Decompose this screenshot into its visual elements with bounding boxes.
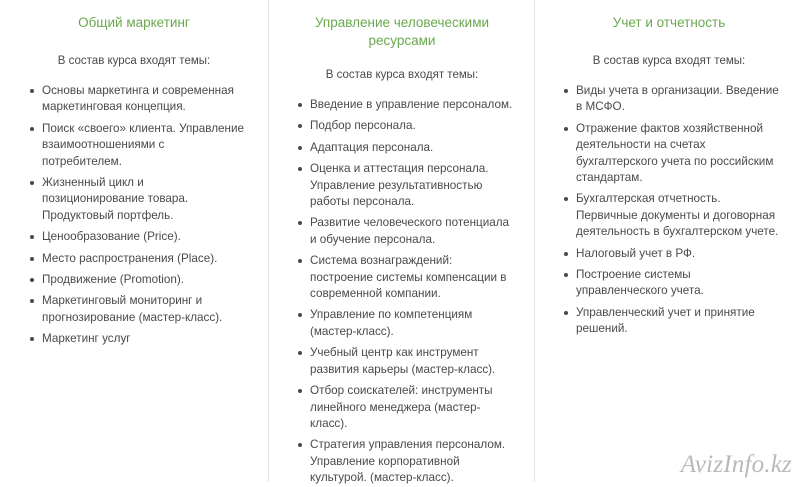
list-item: Налоговый учет в РФ. — [576, 246, 782, 262]
list-item: Оценка и аттестация персонала. Управление результативностью работы персонала. — [310, 161, 514, 210]
topics-list — [22, 83, 246, 348]
list-item: Введение в управление персоналом. — [310, 97, 514, 113]
list-item: Поиск «своего» клиента. Управление взаимоотношениями с потребителем. — [42, 121, 246, 170]
course-column-accounting-reporting — [534, 14, 800, 482]
list-item: Подбор персонала. — [310, 118, 514, 134]
column-subtitle: В состав курса входят темы: — [57, 55, 211, 67]
list-item: Система вознаграждений: построение системы компенсации в современной компании. — [310, 253, 514, 302]
list-item: Отражение фактов хозяйственной деятельности на счетах бухгалтерского учета по российским стандартам. — [576, 121, 782, 187]
list-item: Управление по компетенциям (мастер-класс). — [310, 307, 514, 340]
watermark: AvizInfo.kz — [680, 451, 792, 478]
list-item: Развитие человеческого потенциала и обучение персонала. — [310, 215, 514, 248]
list-item: Маркетинг услуг — [42, 331, 246, 347]
column-title: Общий маркетинг — [78, 15, 190, 30]
list-item: Бухгалтерская отчетность. Первичные документы и договорная деятельность в бухгалтерском учете. — [576, 191, 782, 240]
list-item: Ценообразование (Price). — [42, 229, 246, 245]
list-item: Продвижение (Promotion). — [42, 272, 246, 288]
list-item: Отбор соискателей: инструменты линейного менеджера (мастер-класс). — [310, 383, 514, 432]
topics-list — [290, 97, 514, 487]
list-item: Виды учета в организации. Введение в МСФО. — [576, 83, 782, 116]
list-item: Учебный центр как инструмент развития карьеры (мастер-класс). — [310, 345, 514, 378]
column-title: Управление человеческими ресурсами — [314, 15, 490, 48]
column-title: Учет и отчетность — [612, 15, 726, 30]
list-item: Адаптация персонала. — [310, 140, 514, 156]
topics-list — [556, 83, 782, 338]
column-subtitle: В состав курса входят темы: — [592, 55, 746, 67]
list-item: Маркетинговый мониторинг и прогнозирование (мастер-класс). — [42, 293, 246, 326]
course-column-general-marketing — [0, 14, 268, 482]
list-item: Стратегия управления персоналом. Управление корпоративной культурой. (мастер-класс). — [310, 437, 514, 486]
column-subtitle: В состав курса входят темы: — [325, 69, 479, 81]
course-column-hr-management — [268, 14, 534, 485]
list-item: Управленческий учет и принятие решений. — [576, 305, 782, 338]
list-item: Жизненный цикл и позиционирование товара. Продуктовый портфель. — [42, 175, 246, 224]
list-item: Построение системы управленческого учета. — [576, 267, 782, 300]
list-item: Основы маркетинга и современная маркетинговая концепция. — [42, 83, 246, 116]
list-item: Место распространения (Place). — [42, 251, 246, 267]
